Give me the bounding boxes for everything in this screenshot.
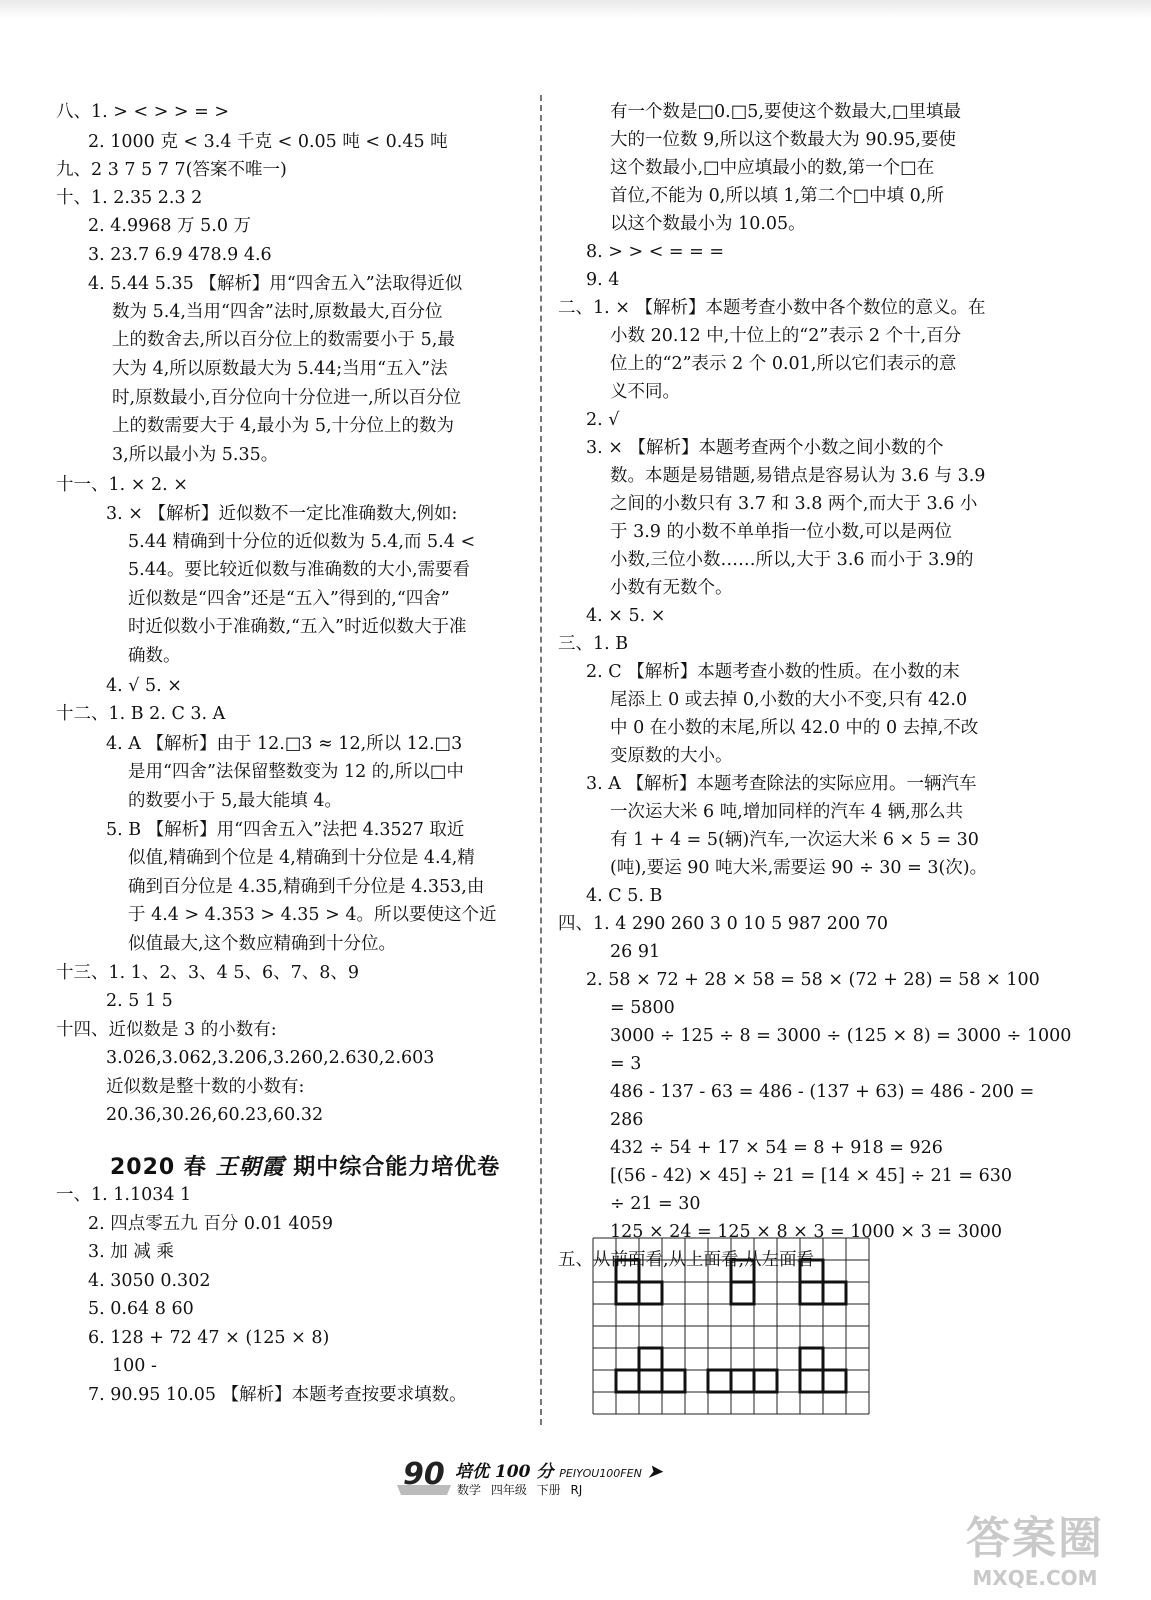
answer-line: 100 - [112, 1356, 157, 1376]
answer-line: 时近似数小于准确数,“五入”时近似数大于准 [128, 617, 467, 637]
answer-line: 似值,精确到个位是 4,精确到十分位是 4.4,精 [128, 848, 475, 868]
answer-line: 有 1 + 4 = 5(辆)汽车,一次运大米 6 × 5 = 30 [610, 830, 979, 850]
answer-line: 首位,不能为 0,所以填 1,第二个□中填 0,所 [610, 186, 944, 206]
title-rest: 期中综合能力培优卷 [293, 1155, 501, 1180]
answer-line: 十四、近似数是 3 的小数有: [56, 1020, 277, 1040]
answer-line: 这个数最小,□中应填最小的数,第一个□在 [610, 158, 935, 178]
answer-line: 小数 20.12 中,十位上的“2”表示 2 个十,百分 [610, 326, 962, 346]
answer-line: 2. 58 × 72 + 28 × 58 = 58 × (72 + 28) = 58 × 100 [586, 970, 1040, 990]
answer-line: 3. 加 减 乘 [88, 1242, 174, 1262]
view-cell [731, 1282, 754, 1304]
answer-line: 一、1. 1.1034 1 [56, 1185, 192, 1205]
answer-line: 近似数是“四舍”还是“五入”得到的,“四舍” [128, 589, 450, 609]
title-year: 2020 春 [110, 1155, 207, 1180]
answer-line: 26 91 [610, 942, 661, 962]
answer-line: 2. √ [586, 410, 620, 430]
answer-line: 6. 128 + 72 47 × (125 × 8) [88, 1328, 330, 1348]
footer-brand-en: PEIYOU100FEN [559, 1467, 642, 1480]
answer-line: 4. × 5. × [586, 606, 666, 626]
answer-line: 变原数的大小。 [610, 746, 733, 766]
answer-line: 上的数需要大于 4,最小为 5,十分位上的数为 [112, 416, 455, 436]
column-divider [540, 95, 542, 1425]
answer-line: (吨),要运 90 吨大米,需要运 90 ÷ 30 = 3(次)。 [610, 858, 988, 878]
answer-line: 3. 23.7 6.9 478.9 4.6 [88, 245, 272, 265]
answer-line: 有一个数是□0.□5,要使这个数最大,□里填最 [610, 102, 962, 122]
answer-line: 2. 5 1 5 [106, 991, 173, 1011]
answer-line: 9. 4 [586, 270, 620, 290]
answer-line: 5.44 精确到十分位的近似数为 5.4,而 5.4 < [128, 532, 476, 552]
answer-line: 二、1. × 【解析】本题考查小数中各个数位的意义。在 [558, 298, 986, 318]
answer-line: 四、1. 4 290 260 3 0 10 5 987 200 70 [558, 914, 889, 934]
answer-line: 三、1. B [558, 634, 629, 654]
page-number: 90 [403, 1457, 445, 1492]
answer-line: 一次运大米 6 吨,增加同样的汽车 4 辆,那么共 [610, 802, 964, 822]
answer-line: 小数有无数个。 [610, 578, 733, 598]
answer-line: 十三、1. 1、2、3、4 5、6、7、8、9 [56, 963, 360, 983]
answer-line: 是用“四舍”法保留整数变为 12 的,所以□中 [128, 762, 464, 782]
answer-line: = 5800 [610, 998, 675, 1018]
view-cell [731, 1370, 754, 1392]
arrow-icon: ➤ [647, 1462, 662, 1482]
answer-line: 数为 5.4,当用“四舍”法时,原数最大,百分位 [112, 302, 443, 322]
views-grid [592, 1237, 870, 1419]
answer-line: 尾添上 0 或去掉 0,小数的大小不变,只有 42.0 [610, 690, 968, 710]
answer-line: 5.44。要比较近似数与准确数的大小,需要看 [128, 560, 471, 580]
answer-line: 大为 4,所以原数最大为 5.44;当用“五入”法 [112, 359, 448, 379]
answer-line: [(56 - 42) × 45] ÷ 21 = [14 × 45] ÷ 21 = 630 [610, 1166, 1013, 1186]
view-cell [823, 1282, 846, 1304]
answer-line: 于 4.4 > 4.353 > 4.35 > 4。所以要使这个近 [128, 905, 497, 925]
answer-line: 确到百分位是 4.35,精确到千分位是 4.353,由 [128, 877, 485, 897]
view-cell [800, 1260, 823, 1282]
answer-line: 小数,三位小数……所以,大于 3.6 而小于 3.9的 [610, 550, 974, 570]
answer-line: 于 3.9 的小数不单单指一位小数,可以是两位 [610, 522, 953, 542]
answer-line: 3,所以最小为 5.35。 [112, 445, 279, 465]
answer-line: 之间的小数只有 3.7 和 3.8 两个,而大于 3.6 小 [610, 494, 978, 514]
answer-line: 五、从前面看,从上面看,从左面看 [558, 1250, 815, 1270]
watermark-url: MXQE.COM [972, 1566, 1098, 1590]
answer-line: 486 - 137 - 63 = 486 - (137 + 63) = 486 - 200 = [610, 1082, 1035, 1102]
footer-brand-cn: 培优 100 分 [455, 1462, 554, 1482]
answer-line: 数。本题是易错题,易错点是容易认为 3.6 与 3.9 [610, 466, 986, 486]
view-cell [708, 1370, 731, 1392]
answer-line: 4. 5.44 5.35 【解析】用“四舍五入”法取得近似 [88, 274, 463, 294]
grid-figure [592, 1237, 870, 1415]
answer-line: 上的数舍去,所以百分位上的数需要小于 5,最 [112, 330, 455, 350]
view-cell [616, 1260, 639, 1282]
answer-line: 4. √ 5. × [106, 676, 182, 696]
answer-line: 5. 0.64 8 60 [88, 1299, 194, 1319]
answer-line: 以这个数最小为 10.05。 [610, 214, 806, 234]
view-cell [800, 1370, 823, 1392]
answer-line: 3.026,3.062,3.206,3.260,2.630,2.603 [106, 1048, 435, 1068]
answer-line: 大的一位数 9,所以这个数最大为 90.95,要使 [610, 130, 956, 150]
view-cell [662, 1370, 685, 1392]
answer-line: 2. 四点零五九 百分 0.01 4059 [88, 1214, 333, 1234]
answer-line: 时,原数最小,百分位向十分位进一,所以百分位 [112, 388, 462, 408]
answer-line: 九、2 3 7 5 7 7(答案不唯一) [56, 160, 287, 180]
answer-line: 20.36,30.26,60.23,60.32 [106, 1105, 324, 1125]
answer-line: 义不同。 [610, 382, 680, 402]
answer-line: 八、1. > < > > = > [56, 102, 230, 122]
answer-line: 4. C 5. B [586, 886, 663, 906]
answer-line: 286 [610, 1110, 644, 1130]
answer-line: = 3 [610, 1054, 642, 1074]
answer-line: 125 × 24 = 125 × 8 × 3 = 1000 × 3 = 3000 [610, 1222, 1003, 1242]
answer-line: 3. A 【解析】本题考查除法的实际应用。一辆汽车 [586, 774, 977, 794]
answer-line: 的数要小于 5,最大能填 4。 [128, 791, 342, 811]
view-cell [616, 1282, 639, 1304]
answer-line: 2. 4.9968 万 5.0 万 [88, 216, 252, 236]
answer-line: 2. C 【解析】本题考查小数的性质。在小数的末 [586, 662, 960, 682]
answer-line: 十、1. 2.35 2.3 2 [56, 188, 203, 208]
view-cell [639, 1282, 662, 1304]
scan-edge [0, 0, 1151, 18]
answer-line: 2. 1000 克 < 3.4 千克 < 0.05 吨 < 0.45 吨 [88, 132, 448, 152]
view-cell [639, 1348, 662, 1370]
footer-subtitle: 数学 四年级 下册 RJ [457, 1483, 583, 1497]
answer-line: 3000 ÷ 125 ÷ 8 = 3000 ÷ (125 × 8) = 3000 ÷ 1000 [610, 1026, 1072, 1046]
answer-line: 4. 3050 0.302 [88, 1271, 211, 1291]
answer-line: 似值最大,这个数应精确到十分位。 [128, 934, 397, 954]
answer-line: 十一、1. × 2. × [56, 475, 188, 495]
answer-line: ÷ 21 = 30 [610, 1194, 701, 1214]
answer-line: 确数。 [128, 646, 181, 666]
view-cell [823, 1370, 846, 1392]
footer-brand [455, 1457, 662, 1482]
view-cell [754, 1370, 777, 1392]
answer-line: 5. B 【解析】用“四舍五入”法把 4.3527 取近 [106, 820, 465, 840]
answer-line: 近似数是整十数的小数有: [106, 1077, 305, 1097]
page-footer [395, 1455, 815, 1501]
view-cell [800, 1348, 823, 1370]
answer-line: 3. × 【解析】近似数不一定比准确数大,例如: [106, 504, 458, 524]
answer-line: 432 ÷ 54 + 17 × 54 = 8 + 918 = 926 [610, 1138, 943, 1158]
watermark [935, 1502, 1135, 1590]
title-brand: 王朝霞 [215, 1154, 285, 1180]
section-title [110, 1150, 500, 1181]
watermark-logo: 答案圈 [966, 1513, 1104, 1564]
answer-line: 7. 90.95 10.05 【解析】本题考查按要求填数。 [88, 1385, 467, 1405]
view-cell [616, 1370, 639, 1392]
answer-line: 位上的“2”表示 2 个 0.01,所以它们表示的意 [610, 354, 957, 374]
view-cell [731, 1260, 754, 1282]
answer-line: 8. > > < = = = [586, 242, 725, 262]
answer-line: 十二、1. B 2. C 3. A [56, 704, 226, 724]
answer-line: 4. A 【解析】由于 12.□3 ≈ 12,所以 12.□3 [106, 734, 463, 754]
view-cell [639, 1370, 662, 1392]
answer-line: 3. × 【解析】本题考查两个小数之间小数的个 [586, 438, 944, 458]
view-cell [800, 1282, 823, 1304]
answer-line: 中 0 在小数的末尾,所以 42.0 中的 0 去掉,不改 [610, 718, 979, 738]
